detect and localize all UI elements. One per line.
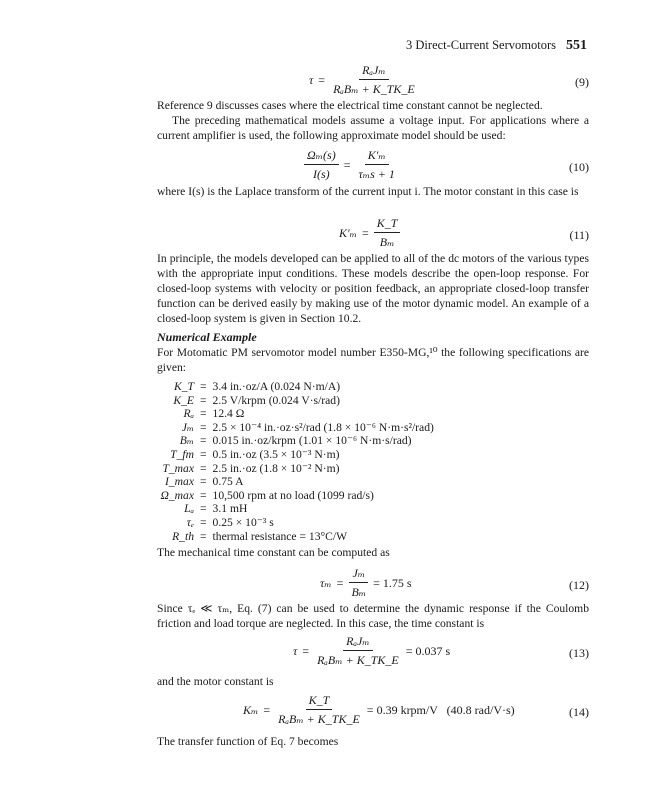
eq10-left-numerator: Ωₘ(s)	[304, 148, 339, 165]
eq14-result: = 0.39 krpm/V (40.8 rad/V·s)	[366, 702, 515, 717]
eq10-right-numerator: K′ₘ	[365, 148, 389, 165]
spec-row: τₑ = 0.25 × 10⁻³ s	[186, 515, 274, 529]
paragraph-ref9: Reference 9 discusses cases where the electrical time constant cannot be neglected.	[157, 99, 543, 112]
spec-row: Rₐ = 12.4 Ω	[183, 407, 245, 421]
eq13-numerator: RₐJₘ	[343, 634, 373, 651]
eq14-lhs: Kₘ	[243, 702, 259, 717]
eq11-numerator: K_T	[374, 216, 401, 233]
eq14-fraction	[275, 693, 363, 727]
eq14-number: (14)	[569, 705, 589, 719]
eq9-fraction	[330, 63, 418, 97]
eq11-fraction	[374, 216, 401, 250]
spec-row: K_T = 3.4 in.·oz/A (0.024 N·m/A)	[174, 380, 341, 393]
eq12-fraction	[348, 566, 369, 600]
spec-row: Lₐ = 3.1 mH	[184, 502, 248, 516]
eq12-result: = 1.75 s	[373, 575, 412, 590]
eq13-result: = 0.037 s	[405, 643, 451, 658]
eq14-numerator: K_T	[306, 693, 333, 710]
spec-row: Bₘ = 0.015 in.·oz/krpm (1.01 × 10⁻⁶ N·m·s/rad)	[179, 434, 412, 448]
equation-10: $\frac{\text{Ωₘ(s)}}{I(s)}$ = $\frac{\text{K′ₘ}}{\text{τₘs + 1}}$ (10)	[157, 148, 589, 188]
equation-9: τ = $\frac{\text{RₐJₘ}}{\text{RₐBₘ + K\_TK\_E}}$ (9)	[309, 63, 589, 96]
eq11-denominator: Bₘ	[379, 235, 395, 249]
eq10-number: (10)	[569, 160, 589, 174]
paragraph-models: The preceding mathematical models assume a voltage input. For applications where a current amplifier is used, the following approximate model should be used:	[157, 114, 589, 142]
paragraph-transfer: The transfer function of Eq. 7 becomes	[157, 735, 339, 748]
eq11-lhs: K′ₘ	[339, 225, 357, 240]
spec-row: R_th = thermal resistance = 13°C/W	[172, 529, 348, 543]
eq10-right-fraction	[355, 148, 397, 182]
page-number: 551	[566, 38, 587, 53]
eq13-fraction	[314, 634, 402, 668]
eq13-denominator: RₐBₘ + K_TK_E	[317, 653, 399, 667]
spec-row: K_E = 2.5 V/krpm (0.024 V·s/rad)	[173, 393, 340, 407]
paragraph-motomatic: For Motomatic PM servomotor model number E350-MG,¹⁰ the following specifications are given:	[157, 346, 589, 374]
eq12-number: (12)	[569, 578, 589, 592]
paragraph-laplace: where I(s) is the Laplace transform of the current input i. The motor constant in this case is	[157, 185, 579, 198]
spec-row: T_fm = 0.5 in.·oz (3.5 × 10⁻³ N·m)	[170, 447, 340, 461]
paragraph-since: Since τₑ ≪ τₘ, Eq. (7) can be used to determine the dynamic response if the Coulomb friction and load torque are neglected. In this case, the time constant is	[157, 602, 589, 630]
spec-list	[158, 380, 598, 543]
running-header	[406, 38, 587, 54]
eq10-right-denominator: τₘs + 1	[358, 167, 395, 181]
section-heading-numerical-example: Numerical Example	[157, 330, 257, 344]
paragraph-principle: In principle, the models developed can be applied to all of the dc motors of the various types with the appropriate input conditions. These models describe the open-loop response. For closed-loop systems with velocity or position feedback, an appropriate closed-loop transfer function can be derived easily by making use of the motor dynamic model. An example of a closed-loop system is given in Section 10.2.	[157, 252, 589, 325]
eq9-numerator: RₐJₘ	[359, 63, 389, 80]
eq9-lhs: τ	[309, 72, 314, 87]
eq14-denominator: RₐBₘ + K_TK_E	[278, 712, 360, 726]
eq13-number: (13)	[569, 646, 589, 660]
equation-14: Kₘ = $\frac{K\_T}{\text{RₐBₘ + K\_TK\_E}}$ = 0.39 krpm/V (40.8 rad/V·s) (14)	[243, 693, 589, 726]
eq11-number: (11)	[569, 228, 589, 242]
spec-row: I_max = 0.75 A	[165, 475, 244, 489]
paragraph-mechanical: The mechanical time constant can be computed as	[157, 546, 390, 559]
eq10-left-fraction	[304, 148, 339, 182]
eq9-number: (9)	[575, 75, 589, 89]
equation-11: K′ₘ = $\frac{K\_T}{\text{Bₘ}}$ (11)	[339, 216, 589, 249]
spec-row: Jₘ = 2.5 × 10⁻⁴ in.·oz·s²/rad (1.8 × 10⁻⁶ N·m·s²/rad)	[181, 420, 434, 434]
eq12-numerator: Jₘ	[349, 566, 368, 583]
eq13-lhs: τ	[293, 643, 298, 658]
eq10-left-denominator: I(s)	[313, 167, 330, 181]
eq12-denominator: Bₘ	[351, 585, 367, 599]
equation-12: τₘ = $\frac{\text{Jₘ}}{\text{Bₘ}}$ = 1.75 s (12)	[320, 566, 589, 599]
running-title: 3 Direct-Current Servomotors	[406, 38, 556, 52]
spec-row: Ω_max = 10,500 rpm at no load (1099 rad/s)	[160, 488, 374, 502]
spec-row: T_max = 2.5 in.·oz (1.8 × 10⁻² N·m)	[162, 461, 340, 475]
eq12-lhs: τₘ	[320, 575, 332, 590]
eq9-denominator: RₐBₘ + K_TK_E	[333, 82, 415, 96]
equation-13: τ = $\frac{\text{RₐJₘ}}{\text{RₐBₘ + K\_TK\_E}}$ = 0.037 s (13)	[293, 634, 589, 667]
paragraph-motor-constant: and the motor constant is	[157, 675, 274, 688]
